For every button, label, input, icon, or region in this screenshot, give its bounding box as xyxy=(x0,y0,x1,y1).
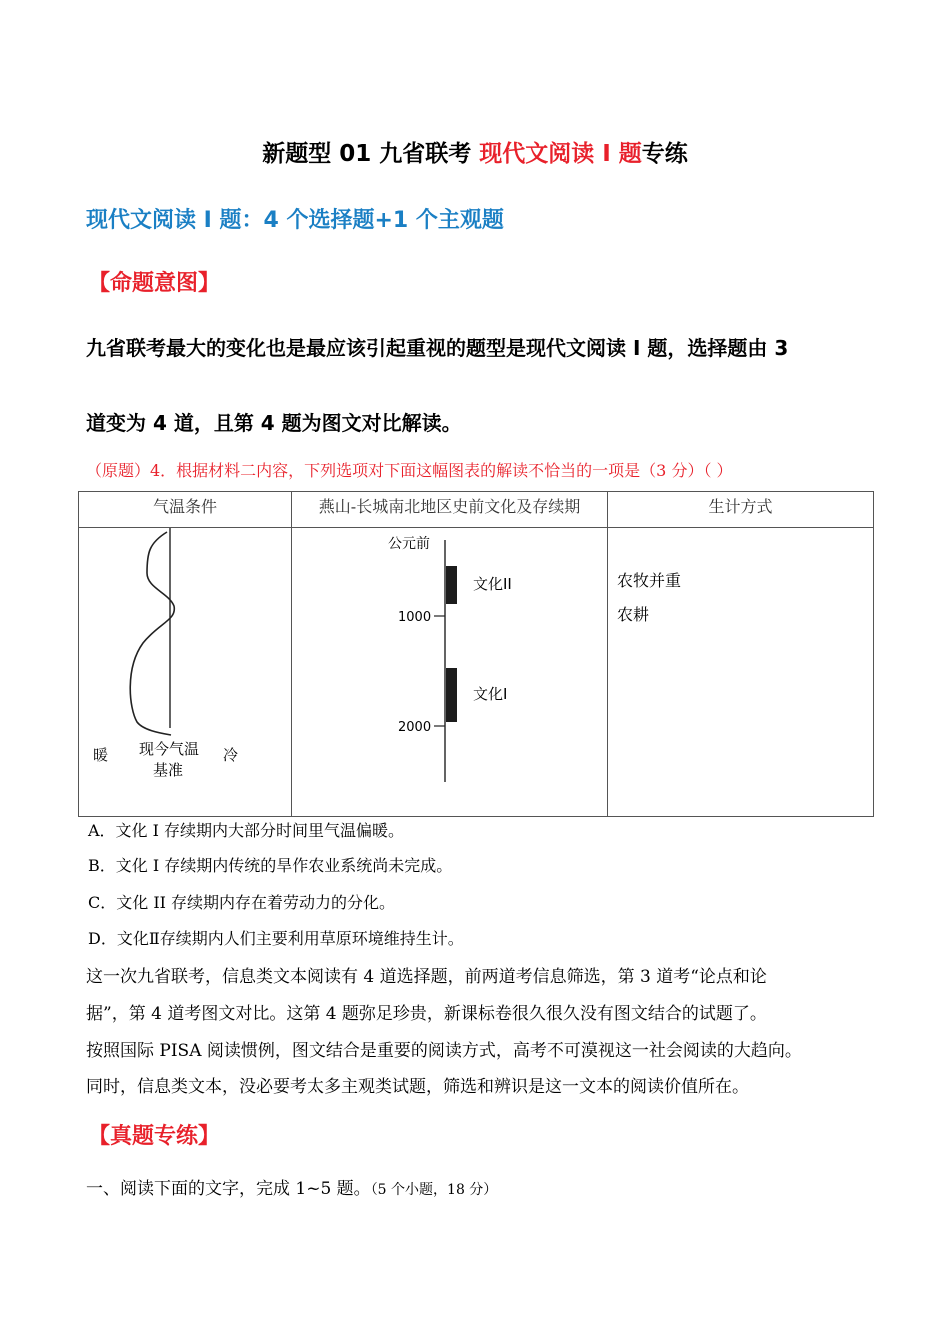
section-heading-intent: 【命题意图】 xyxy=(88,271,221,296)
commentary-line-1: 这一次九省联考，信息类文本阅读有 4 道选择题，前两道考信息筛选，第 3 道考“论点和论 xyxy=(86,967,767,987)
commentary-line-2: 据”，第 4 道考图文对比。这第 4 题弥足珍贵，新课标卷很久很久没有图文结合的试题了。 xyxy=(86,1004,767,1024)
commentary-line-4: 同时，信息类文本，没必要考太多主观类试题，筛选和辨识是这一文本的阅读价值所在。 xyxy=(86,1077,749,1097)
option-b: B．文化 I 存续期内传统的旱作农业系统尚未完成。 xyxy=(88,856,453,875)
culture-timeline-figure xyxy=(292,528,607,812)
section-heading-practice: 【真题专练】 xyxy=(88,1124,221,1149)
livelihood-cell xyxy=(608,528,874,817)
header-culture-period: 燕山-长城南北地区史前文化及存续期 xyxy=(292,492,608,528)
temperature-curve xyxy=(130,532,174,735)
title-highlight: 现代文阅读 I 题 xyxy=(479,141,642,167)
title-prefix: 新题型 01 九省联考 xyxy=(262,141,480,167)
exercise-instruction xyxy=(86,1174,497,1199)
timeline-top-label: 公元前 xyxy=(388,536,430,552)
temperature-cell xyxy=(79,528,292,817)
culture-i-bar xyxy=(446,668,457,722)
subtitle: 现代文阅读 I 题：4 个选择题+1 个主观题 xyxy=(86,208,504,233)
option-d: D．文化Ⅱ存续期内人们主要利用草原环境维持生计。 xyxy=(88,929,464,948)
warm-label: 暖 xyxy=(93,746,109,764)
intro-line-2: 道变为 4 道，且第 4 题为图文对比解读。 xyxy=(86,411,462,435)
question-prompt: （原题）4．根据材料二内容，下列选项对下面这幅图表的解读不恰当的一项是（3 分）（ ） xyxy=(86,461,733,480)
title-suffix: 专练 xyxy=(641,141,688,167)
option-c: C．文化 II 存续期内存在着劳动力的分化。 xyxy=(88,893,396,912)
cold-label: 冷 xyxy=(223,746,239,764)
temperature-curve-figure xyxy=(79,528,291,812)
figure-table xyxy=(78,491,874,817)
baseline-label-line1: 现今气温 xyxy=(139,740,200,758)
header-temperature: 气温条件 xyxy=(79,492,292,528)
baseline-label-line2: 基准 xyxy=(153,761,184,779)
exercise-text: 一、阅读下面的文字，完成 1~5 题。 xyxy=(86,1179,371,1199)
culture-ii-bar xyxy=(446,566,457,604)
header-livelihood: 生计方式 xyxy=(608,492,874,528)
timeline-cell xyxy=(292,528,608,817)
culture-i-label: 文化I xyxy=(473,685,508,703)
page-title xyxy=(0,135,950,168)
livelihood-item-1: 农牧并重 xyxy=(617,571,682,590)
culture-ii-label: 文化II xyxy=(473,575,512,593)
intro-line-1: 九省联考最大的变化也是最应该引起重视的题型是现代文阅读 I 题，选择题由 3 xyxy=(86,336,789,360)
tick-label-1000: 1000 xyxy=(398,610,432,625)
livelihood-item-2: 农耕 xyxy=(617,605,650,624)
exercise-note: （5 个小题，18 分） xyxy=(370,1182,498,1198)
commentary-line-3: 按照国际 PISA 阅读惯例，图文结合是重要的阅读方式，高考不可漠视这一社会阅读的大趋向。 xyxy=(86,1041,802,1061)
tick-label-2000: 2000 xyxy=(398,720,432,735)
option-a: A．文化 I 存续期内大部分时间里气温偏暖。 xyxy=(88,821,405,840)
